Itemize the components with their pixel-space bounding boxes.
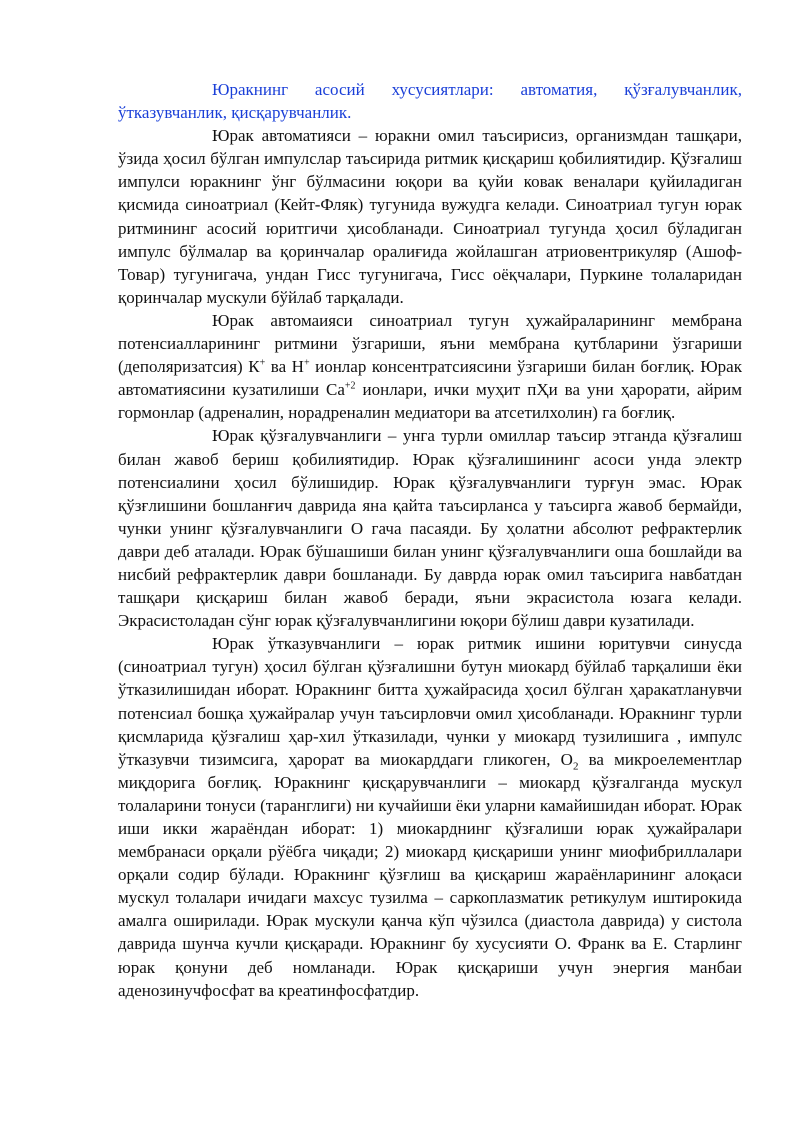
text-run: Юрак ўтказувчанлиги – юрак ритмик ишини юритувчи синусда (синоатриал тугун) ҳосил бўлган қўзғалишни бутун миокард бўйлаб тарқалиши ёки ўтказилишидан иборат. Юракнинг битта ҳужайрасида ҳосил бўлган ҳаракатланувчи потенсиал бошқа ҳужайралар учун таъсирловчи омил ҳисобланади. Юракнинг турли қисмларида қўзғалиш ҳар-хил ўтказилади, чунки у миокард тузилишига , импулс ўтказувчи тизимсига, ҳарорат ва миокарддаги гликоген, О	[118, 634, 742, 769]
text-run: ва микроелементлар миқдорига боғлиқ. Юракнинг қисқарувчанлиги – миокард қўзғалганда мускул толаларини тонуси (таранглиги) ни кучайиши ёки уларни камайишидан иборат. Юрак иши икки жараёндан иборат: 1) миокарднинг қўзғалиши юрак ҳужайралари мембранаси орқали рўёбга чиқади; 2) миокард қисқариши унинг миофибриллалари орқали содир бўлади. Юракнинг қўзғлиш ва қисқариш жараёнларининг алоқаси мускул толалари ичидаги махсус тузилма – саркоплазматик ретикулум иштирокида амалга оширилади. Юрак мускули қанча кўп чўзилса (диастола даврида) у систола даврида шунча кучли қисқаради. Юракнинг бу хусусияти О. Франк ва Е. Старлинг юрак қонуни деб номланади. Юрак қисқариши учун энергия манбаи аденозинучфосфат ва креатинфосфатдир.	[118, 749, 742, 1000]
text-run: Юрак автомаияси синоатриал тугун ҳужайраларининг мембрана потенсиалларининг ритмини ўзгариши, яъни мембрана қутбларини ўзгариши (деполяризатсия) К	[118, 310, 742, 377]
section-heading: Юракнинг асосий хусусиятлари: автоматия, қўзғалувчанлик, ўтказувчанлик, қисқарувчанлик.	[118, 80, 742, 123]
paragraph-automatism: Юрак автоматияси – юракни омил таъсирисиз, организмдан ташқари, ўзида ҳосил бўлган импулслар таъсирида ритмик қисқариш қобилиятидир. Қўзғалиш импулси юракнинг ўнг бўлмасини юқори ва қуйи ковак веналари қуйиладиган қисмида синоатриал (Кейт-Фляк) тугунида вужудга келади. Синоатриал тугун юрак ритмининг асосий юритгичи ҳисобланади. Синоатриал тугунда ҳосил бўладиган импулс бўлмалар ва қоринчалар оралиғида жойлашган атриовентрикуляр (Ашоф-Товар) тугунигача, ундан Гисс тугунигача, Гисс оёқчалари, Пуркине толаларидан қоринчалар мускули бўйлаб тарқалади.	[118, 126, 742, 307]
subscript: 2	[572, 760, 579, 773]
superscript: +2	[344, 380, 356, 392]
text-run: ионлар консентратсиясини ўзгариши билан боғлиқ. Юрак автоматиясини кузатилиши Са	[118, 357, 742, 400]
superscript: +	[259, 357, 266, 369]
text-run: ва Н	[265, 357, 304, 377]
paragraph-automatism-mechanism	[118, 309, 742, 424]
text-run: ионлари, ички муҳит пҲи ва уни ҳарорати, айрим гормонлар (адреналин, норадреналин медиатори ва атсетилхолин) га боғлиқ.	[118, 380, 742, 423]
paragraph-excitability: Юрак қўзғалувчанлиги – унга турли омиллар таъсир этганда қўзғалиш билан жавоб бериш қобилиятидир. Юрак қўзғалишининг асоси унда электр потенсиалини ҳосил бўлишидир. Юрак қўзғалувчанлиги турғун эмас. Юрак қўзғлишини бошланғич даврида яна қайта таъсирланса у таъсирга жавоб бермайди, чунки унинг қўзғалувчанлиги О гача пасаяди. Бу ҳолатни абсолют рефрактерлик даври деб аталади. Юрак бўшашиши билан унинг қўзғалувчанлиги оша бошлайди ва нисбий рефрактерлик даври бошланади. Бу даврда юрак омил таъсирига навбатдан ташқари қисқариш билан жавоб беради, яъни экрасистола юзага келади. Экрасистоладан сўнг юрак қўзғалувчанлигини юқори бўлиш даври кузатилади.	[118, 426, 742, 631]
document-page	[118, 78, 742, 1002]
paragraph-conductivity-contractility	[118, 632, 742, 1002]
superscript: +	[303, 357, 310, 369]
